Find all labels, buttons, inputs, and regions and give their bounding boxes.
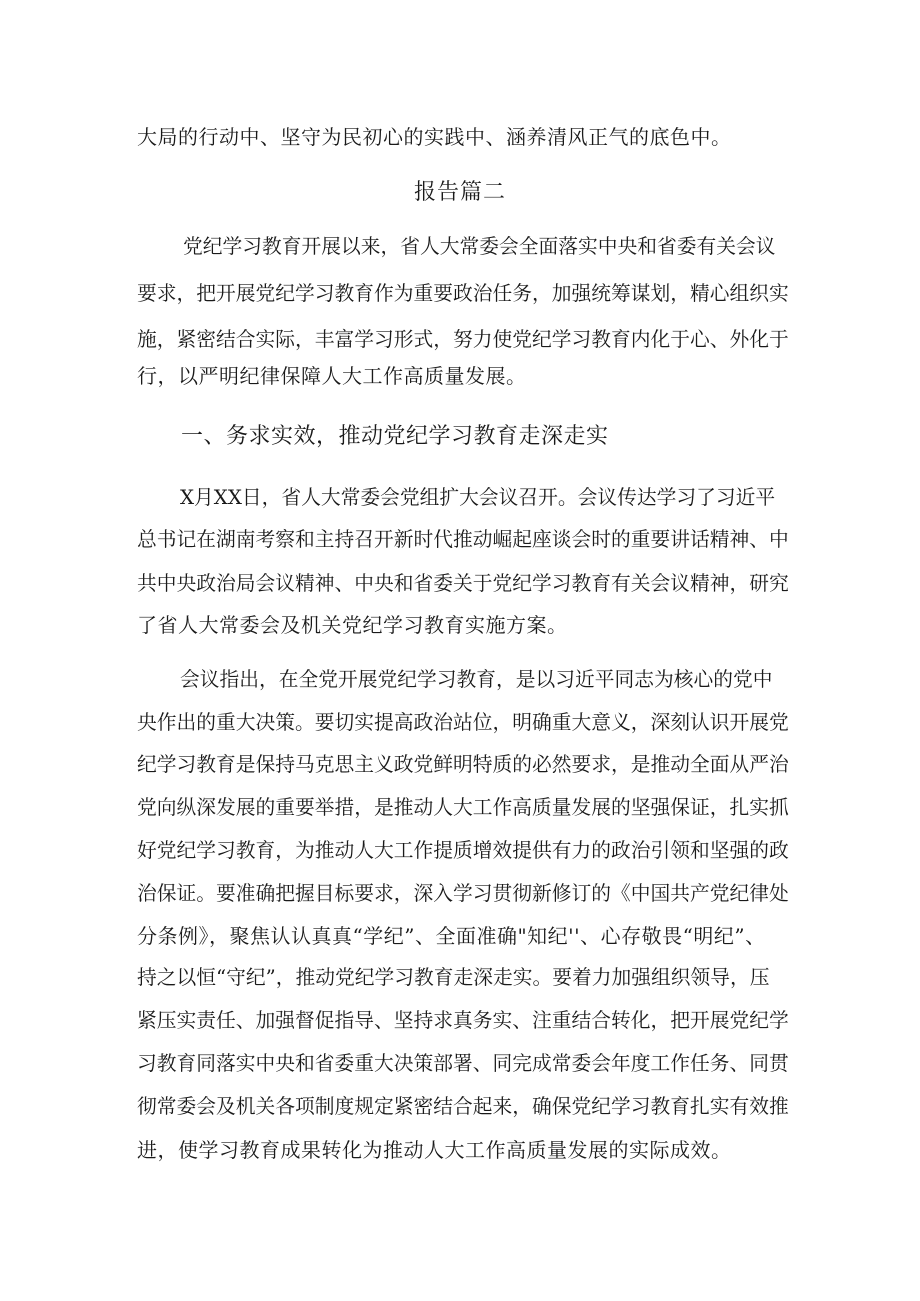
- paragraph-line: 行，以严明纪律保障人大工作高质量发展。: [137, 364, 527, 388]
- paragraph-line: 进，使学习教育成果转化为推动人大工作高质量发展的实际成效。: [137, 1138, 732, 1162]
- paragraph-line: 央作出的重大决策。要切实提高政治站位，明确重大意义，深刻认识开展党: [137, 711, 789, 734]
- paragraph-line: 持之以恒“守纪”，推动党纪学习教育走深走实。要着力加强组织领导，压: [137, 966, 770, 989]
- paragraph-line: 施，紧密结合实际，丰富学习形式，努力使党纪学习教育内化于心、外化于: [137, 328, 789, 351]
- paragraph-line: 习教育同落实中央和省委重大决策部署、同完成常委会年度工作任务、同贯: [137, 1052, 789, 1075]
- paragraph-line: 要求，把开展党纪学习教育作为重要政治任务，加强统筹谋划，精心组织实: [137, 282, 789, 305]
- paragraph-line: 党向纵深发展的重要举措，是推动人大工作高质量发展的坚强保证，扎实抓: [137, 796, 789, 819]
- paragraph-line: X月XX日，省人大常委会党组扩大会议召开。会议传达学习了习近平: [180, 486, 776, 509]
- paragraph-line: 了省人大常委会及机关党纪学习教育实施方案。: [137, 613, 568, 637]
- paragraph-line: 好党纪学习教育，为推动人大工作提质增效提供有力的政治引领和坚强的政: [137, 839, 789, 862]
- paragraph-line: 彻常委会及机关各项制度规定紧密结合起来，确保党纪学习教育扎实有效推: [137, 1095, 789, 1118]
- page-title: 报告篇二: [413, 180, 506, 205]
- paragraph-line: 分条例》，聚焦认认真真“学纪”、全面准确"知纪''、心存敬畏“明纪”、: [137, 924, 766, 948]
- paragraph-line: 党纪学习教育开展以来，省人大常委会全面落实中央和省委有关会议: [183, 235, 776, 258]
- paragraph-line: 共中央政治局会议精神、中央和省委关于党纪学习教育有关会议精神，研究: [137, 572, 789, 595]
- paragraph-line: 会议指出，在全党开展党纪学习教育，是以习近平同志为核心的党中: [180, 668, 773, 691]
- paragraph-line: 大局的行动中、坚守为民初心的实践中、涵养清风正气的底色中。: [137, 125, 732, 149]
- section-heading: 一、务求实效，推动党纪学习教育走深走实: [181, 424, 609, 449]
- paragraph-line: 紧压实责任、加强督促指导、坚持求真务实、注重结合转化，把开展党纪学: [137, 1009, 789, 1032]
- paragraph-line: 治保证。要准确把握目标要求，深入学习贯彻新修订的《中国共产党纪律处: [137, 882, 789, 905]
- paragraph-line: 总书记在湖南考察和主持召开新时代推动崛起座谈会时的重要讲话精神、中: [137, 528, 789, 551]
- paragraph-line: 纪学习教育是保持马克思主义政党鲜明特质的必然要求，是推动全面从严治: [137, 753, 789, 776]
